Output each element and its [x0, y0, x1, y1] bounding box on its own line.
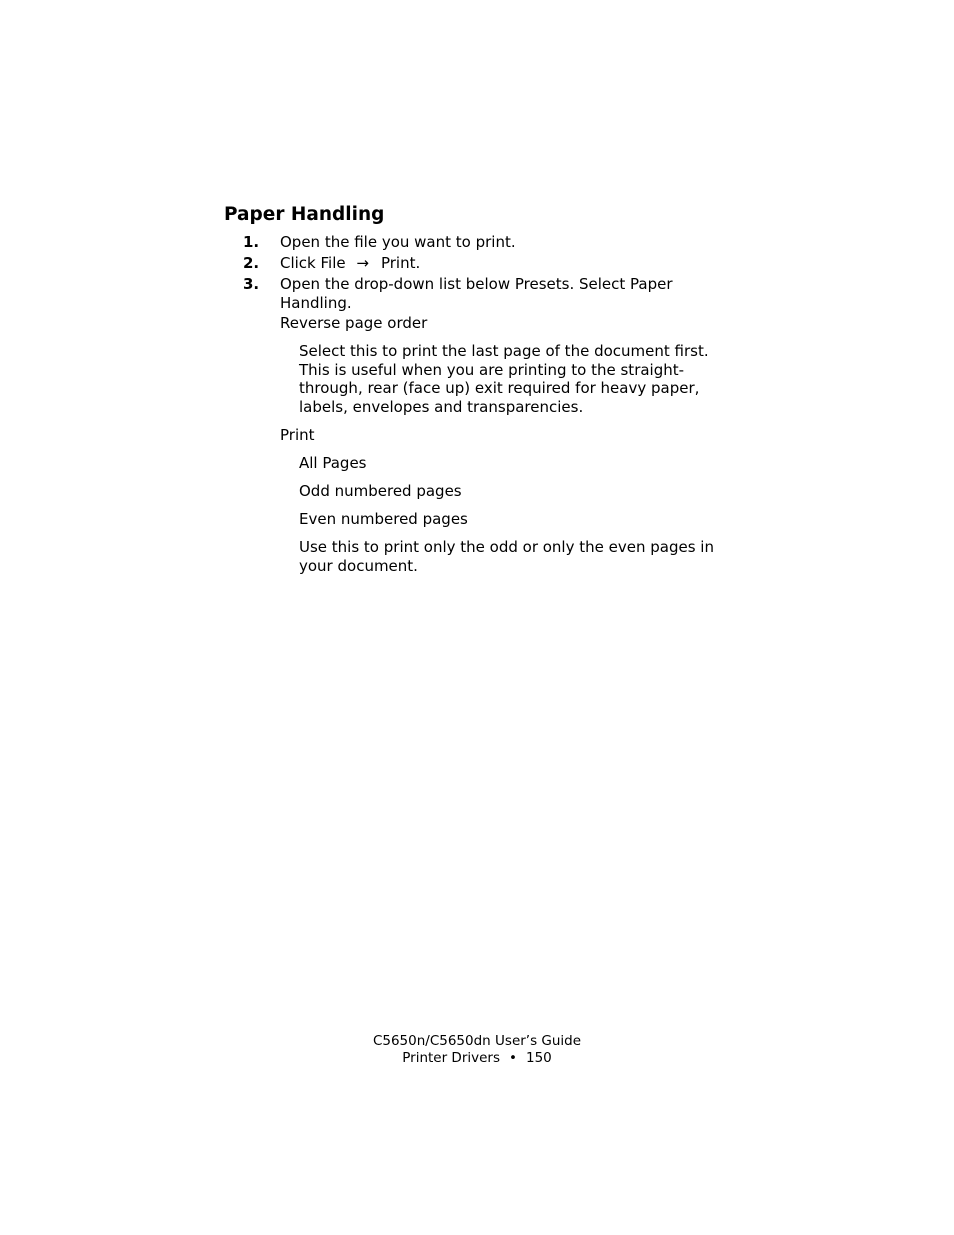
print-choice-all-pages: All Pages — [299, 454, 367, 472]
section-heading: Paper Handling — [224, 204, 385, 225]
step-text: Open the file you want to print. — [280, 233, 516, 251]
step-text: Open the drop-down list below Presets. Select Paper Handling. — [280, 275, 673, 312]
step-number: 2. — [243, 254, 260, 272]
step-number: 1. — [243, 233, 260, 251]
option-label-reverse-page-order: Reverse page order — [280, 314, 428, 332]
footer-page-info — [0, 1050, 954, 1067]
footer-page-number: 150 — [525, 1050, 552, 1066]
option-description-reverse-page-order: Select this to print the last page of the document first. This is useful when you are printing to the straight-through, rear (face up) exit required for heavy paper, labels, envelopes and transparencies. — [299, 342, 709, 416]
footer-guide-title: C5650n/C5650dn User’s Guide — [372, 1033, 582, 1049]
step-1 — [243, 233, 723, 252]
step-text-before: Click File — [280, 254, 346, 272]
bullet-separator: • — [509, 1050, 517, 1066]
right-arrow-icon: → — [356, 254, 369, 272]
print-choice-odd-pages: Odd numbered pages — [299, 482, 462, 500]
step-text — [280, 254, 723, 273]
print-choice-even-pages: Even numbered pages — [299, 510, 468, 528]
option-description-print: Use this to print only the odd or only the even pages in your document. — [299, 538, 714, 575]
footer-section-name: Printer Drivers — [402, 1050, 501, 1066]
step-text-after: Print. — [380, 254, 421, 272]
option-label-print: Print — [280, 426, 315, 444]
step-2 — [243, 254, 723, 273]
step-number: 3. — [243, 275, 260, 293]
step-3 — [243, 275, 723, 312]
